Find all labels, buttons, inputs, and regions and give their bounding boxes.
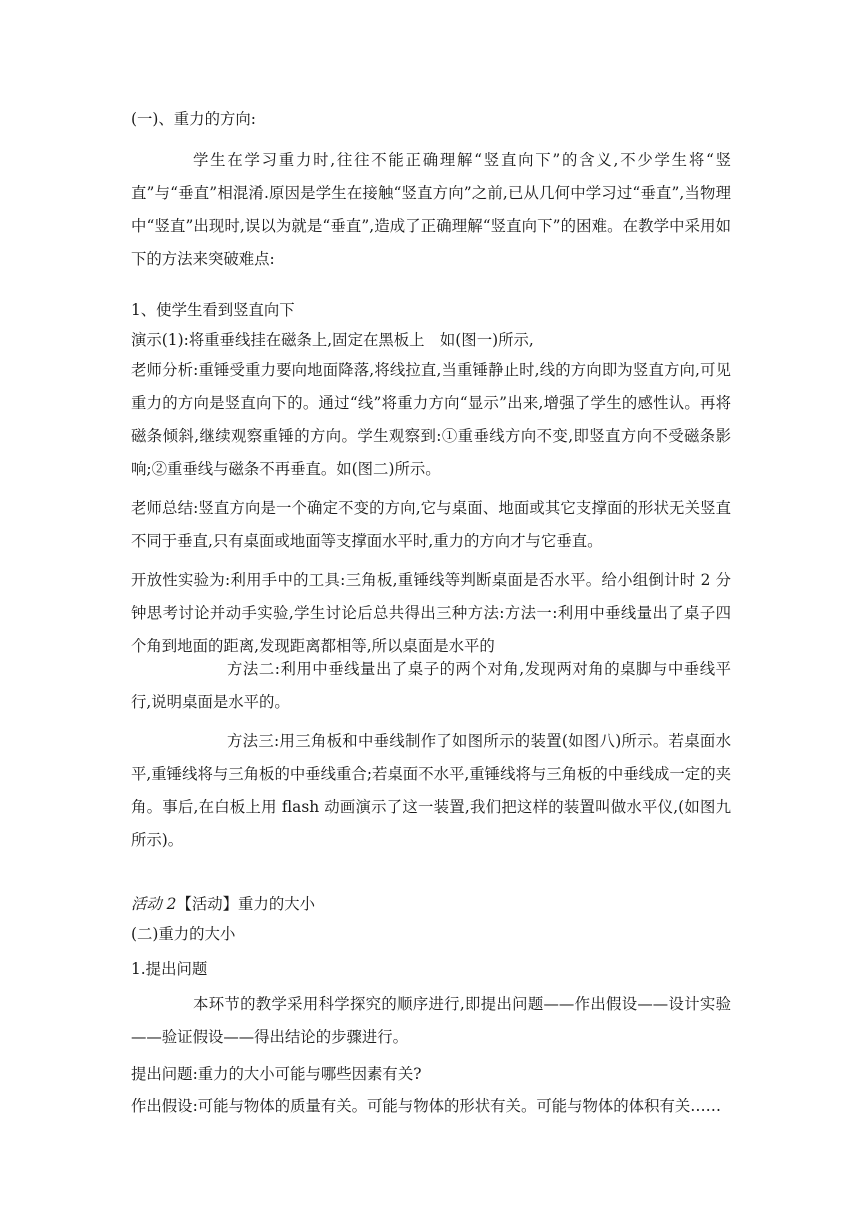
paragraph-intro: 学生在学习重力时,往往不能正确理解“竖直向下”的含义,不少学生将“竖直”与“垂直”相混淆.原因是学生在接触“竖直方向”之前,已从几何中学习过“垂直”,当物理中“竖直”出现时,误以为就是“垂直”,造成了正确理解“竖直向下”的困难。在教学中采用如下的方法来突破难点: (131, 151, 731, 268)
paragraph-question: 提出问题:重力的大小可能与哪些因素有关? (131, 1065, 422, 1083)
paragraph-hypothesis: 作出假设:可能与物体的质量有关。可能与物体的形状有关。可能与物体的体积有关…… (131, 1097, 722, 1115)
section-heading-magnitude: (二)重力的大小 (131, 925, 236, 943)
item-heading-pose-question: 1.提出问题 (131, 960, 208, 978)
item-heading-see-vertical: 1、使学生看到竖直向下 (131, 301, 295, 319)
activity-tag: 【活动】 (176, 895, 239, 913)
paragraph-teacher-summary: 老师总结:竖直方向是一个确定不变的方向,它与桌面、地面或其它支撑面的形状无关竖直不同于垂直,只有桌面或地面等支撑面水平时,重力的方向才与它垂直。 (131, 499, 731, 550)
paragraph-method-2: 方法二:利用中垂线量出了桌子的两个对角,发现两对角的桌脚与中垂线平行,说明桌面是水平的。 (131, 660, 731, 711)
paragraph-teacher-analysis: 老师分析:重锤受重力要向地面降落,将线拉直,当重锤静止时,线的方向即为竖直方向,可见重力的方向是竖直向下的。通过“线”将重力方向“显示”出来,增强了学生的感性认。再将磁条倾斜,继续观察重锤的方向。学生观察到:①重垂线方向不变,即竖直方向不受磁条影响;②重垂线与磁条不再垂直。如(图二)所示。 (131, 361, 731, 478)
activity-title: 重力的大小 (238, 895, 316, 913)
activity-heading (131, 888, 731, 921)
section-heading-direction: (一)、重力的方向: (131, 110, 256, 128)
paragraph-method-3: 方法三:用三角板和中垂线制作了如图所示的装置(如图八)所示。若桌面水平,重锤线将与三角板的中垂线重合;若桌面不水平,重锤线将与三角板的中垂线成一定的夹角。事后,在白板上用 flash 动画演示了这一装置,我们把这样的装置叫做水平仪,(如图九所示)。 (131, 732, 731, 849)
paragraph-demo-1: 演示(1):将重垂线挂在磁条上,固定在黑板上 如(图一)所示, (131, 331, 534, 349)
paragraph-open-experiment: 开放性实验为:利用手中的工具:三角板,重锤线等判断桌面是否水平。给小组倒计时 2 分钟思考讨论并动手实验,学生讨论后总共得出三种方法:方法一:利用中垂线量出了桌子四个角到地面的距离,发现距离都相等,所以桌面是水平的 (131, 571, 731, 655)
activity-number: 活动 2 (131, 895, 177, 913)
paragraph-inquiry-process: 本环节的教学采用科学探究的顺序进行,即提出问题——作出假设——设计实验——验证假设——得出结论的步骤进行。 (131, 995, 731, 1046)
